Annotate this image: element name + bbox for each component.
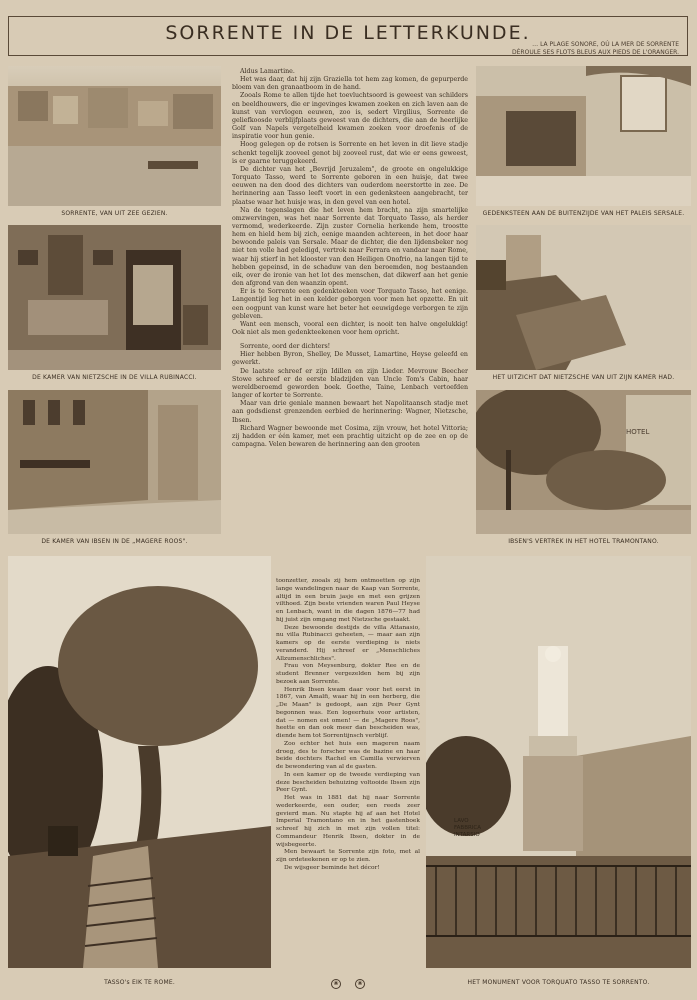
article-paragraph: Henrik Ibsen kwam daar voor het eerst in 1867, van Amalfi, waar hij in een herberg, die „De Maan" is gedoopt, aan zijn Peer Gynt begonnen was. Een logeerhuis voor artisten, dat — nomen est omen! — de „Magere Roos", heette en dan ook meer dan bescheiden was, diende hem tot Sorrentijnsch verblijf.	[276, 686, 420, 739]
page-title: SORRENTE IN DE LETTERKUNDE.	[165, 22, 531, 44]
caption-monument: HET MONUMENT VOOR TORQUATO TASSO TE SORRENTO.	[467, 979, 650, 986]
article-paragraph: Richard Wagner bewoonde met Cosima, zijn vrouw, het hotel Vittoria; zij hadden er één kamer, met een prachtig uitzicht op de zee en op de campagna. Velen bewaren de herinnering aan den grooten	[232, 424, 468, 449]
article-paragraph: Sorrente, oord der dichters!	[240, 343, 331, 351]
article-paragraph: Hoog gelegen op de rotsen is Sorrente en het leven in dit lieve stadje schenkt tegelijk zooveel genot bij zooveel rust, dat wie er eens geweest, is er gaarne teruggekeerd.	[232, 141, 468, 165]
article-paragraph: Want een mensch, vooral een dichter, is nooit ten halve ongelukkig! Ook niet als men gedenkteekenen voor hem opricht.	[232, 320, 468, 336]
footer-ornament-left: ❀	[331, 979, 341, 989]
subtitle-line-2: DÉROULE SES FLOTS BLEUS AUX PIEDS DE L'ORANGER.	[512, 49, 679, 56]
article-column-bottom	[276, 578, 420, 873]
article-paragraph: Zooals Rome te allen tijde het toevluchtsoord is geweest van schilders en beeldhouwers, die er ingevinges kwamen zoeken en zich laven aan de kunst van vervlogen eeuwen, zoo is, sedert Virgilius, Sorrente de geliefkoosde verblijfplaats geweest van de dichters, die aan de heerlijke Golf van Napels vergetelheid kwamen zoeken voor droefenis of de inspiratie voor hun genie.	[232, 92, 468, 141]
caption-sea: SORRENTE, VAN UIT ZEE GEZIEN.	[61, 210, 168, 217]
article-paragraph: Er is te Sorrente een gedenkteeken voor Torquato Tasso, het eenige. Langentijd leg het in een kelder geborgen voor men het opzette. En uit een oogpunt van kunst ware het beter het eeuwigdege verborgen te zijn gebleven.	[232, 288, 468, 320]
article-paragraph: Het was daar, dat hij zijn Graziella tot hem zag komen, de gepurperde bloem van den granaatboom in de hand.	[232, 76, 468, 92]
article-paragraph: De wijsgeer beminde het décor!	[284, 864, 380, 871]
caption-view: HET UITZICHT DAT NIETZSCHE VAN UIT ZIJN KAMER HAD.	[492, 374, 675, 381]
shop-sign-line-1: LAVO	[454, 818, 469, 824]
photo-nietzsche-room	[8, 225, 221, 370]
article-column-top	[232, 68, 468, 449]
caption-ibsen-room: DE KAMER VAN IBSEN IN DE „MAGERE ROOS".	[41, 538, 188, 545]
article-paragraph: De dichter van het „Bevrijd Jeruzalem", de groote en ongelukkige Torquato Tasso, werd te Sorrente geboren in een huisje, dat twee eeuwen na den dood des dichters van ouderdom neerstortte in zee. De herinnering aan Tasso leeft voort in een gedenksteen aangebracht, ter plaatse waar het huisje was, in den gevel van een hotel.	[232, 165, 468, 206]
article-paragraph: Na de tegenslagen die het leven hem bracht, na zijn smartelijke omzwervingen, was het naar Sorrente dat Torquato Tasso, als herder vermomd, wederkeerde. Zijn zuster Cornelia herkende hem, troostte hem en hield hem bij zich, eenige maanden achtereen, in het door haar bewoonde paleis van Sersale. Maar de dichter, die den lijdensbeker nog niet ten volle had geledigd, vertrok naar Ferrara en vandaar naar Rome, waar hij stierf in het klooster van den Heiligen Onofrio, na langen tijd te hebben gepeinsd, in de schaduw van den beroemden, nog bestaanden eik, over de ironie van het lot des menschen, dat dikwerf aan het genie den afgrond van den waanzin opent.	[232, 206, 468, 288]
shop-sign-line-2: FABBRICA	[454, 825, 482, 831]
hotel-sign: HOTEL	[626, 428, 650, 436]
shop-sign	[454, 818, 481, 839]
caption-nietzsche-room: DE KAMER VAN NIETZSCHE IN DE VILLA RUBINACCI.	[32, 374, 197, 381]
article-paragraph: Zoo echter het huis een mageren naam droeg, des te forscher was de bazine en haar beide dochters Rachel en Camilla verwierven de bewondering van al de gasten.	[276, 740, 420, 770]
caption-oak: TASSO's EIK TE ROME.	[104, 979, 175, 986]
article-paragraph: toonzetter, zooals zij hem ontmoetten op zijn lange wandelingen naar de Kaap van Sorrente, altijd in een bruin jasje en met een grijzen vilthoed. Zijn beste vrienden waren Paul Heyse en Lenbach, want in die dagen 1876—77 had hij juist zijn omgang met Nietzsche gestaakt.	[276, 578, 420, 623]
page-subtitle	[512, 41, 679, 57]
footer-ornament-right: ❀	[355, 979, 365, 989]
subtitle-line-1: … LA PLAGE SONORE, OÙ LA MER DE SORRENTE	[532, 41, 679, 48]
article-paragraph: Men bewaart te Sorrente zijn foto, met al zijn ordeteekenen er op te zien.	[276, 849, 420, 863]
article-paragraph: Frau von Meysenburg, dokter Ree en de student Brenner vergezelden hem bij zijn bezoek aan Sorrente.	[276, 663, 420, 685]
caption-tramontano: IBSEN'S VERTREK IN HET HOTEL TRAMONTANO.	[508, 538, 659, 545]
article-paragraph: Maar van drie geniale mannen bewaart het Napolitaansch stadje met aan godsdienst grenzenden eerbied de herinnering: Wagner, Nietzsche, Ibsen.	[232, 400, 468, 424]
article-paragraph: Aldus Lamartine.	[240, 68, 295, 75]
header-frame	[8, 16, 688, 56]
article-paragraph: De laatste schreef er zijn Idillen en zijn Lieder. Mevrouw Beecher Stowe schreef er de eerste bladzijden van Uncle Tom's Cabin, haar wereldberoemd geworden boek. Goethe, Taine, Lenbach vertoefden langer of korter te Sorrente.	[232, 367, 468, 400]
article-paragraph: Hier hebben Byron, Shelley, De Musset, Lamartine, Heyse geleefd en gewerkt.	[232, 351, 468, 367]
article-paragraph: Het was in 1881 dat hij naar Sorrente wederkeerde, een ouder, een reeds zeer gevierd man. Nu stapte hij af aan het Hotel Imperial Tramontano en in het gastenboek schreef hij zich in met zijn vollen titel: Commandeur Henrik Ibsen, dokter in de wijsbegeerte.	[276, 795, 420, 848]
caption-memorial: GEDENKSTEEN AAN DE BUITENZIJDE VAN HET PALEIS SERSALE.	[482, 210, 685, 217]
photo-sorrente-from-sea	[8, 66, 221, 206]
shop-sign-line-3: INTARSIO	[454, 832, 480, 838]
photo-nietzsche-view	[476, 225, 691, 370]
photo-memorial-stone	[476, 66, 691, 206]
photo-tasso-oak	[8, 556, 271, 968]
photo-ibsen-room	[8, 390, 221, 534]
photo-hotel-tramontano	[476, 390, 691, 534]
photo-tasso-monument	[426, 556, 691, 968]
article-paragraph: Deze bewoonde destijds de villa Attanasio, nu villa Rubinacci geheeten, — maar aan zijn kamers op de eerste verdieping is niets veranderd. Hij schreef er „Menschliches Allzumenschliches".	[276, 624, 420, 662]
article-paragraph: In een kamer op de tweede verdieping van deze bescheiden behuizing voltooide Ibsen zijn Peer Gynt.	[276, 771, 420, 794]
